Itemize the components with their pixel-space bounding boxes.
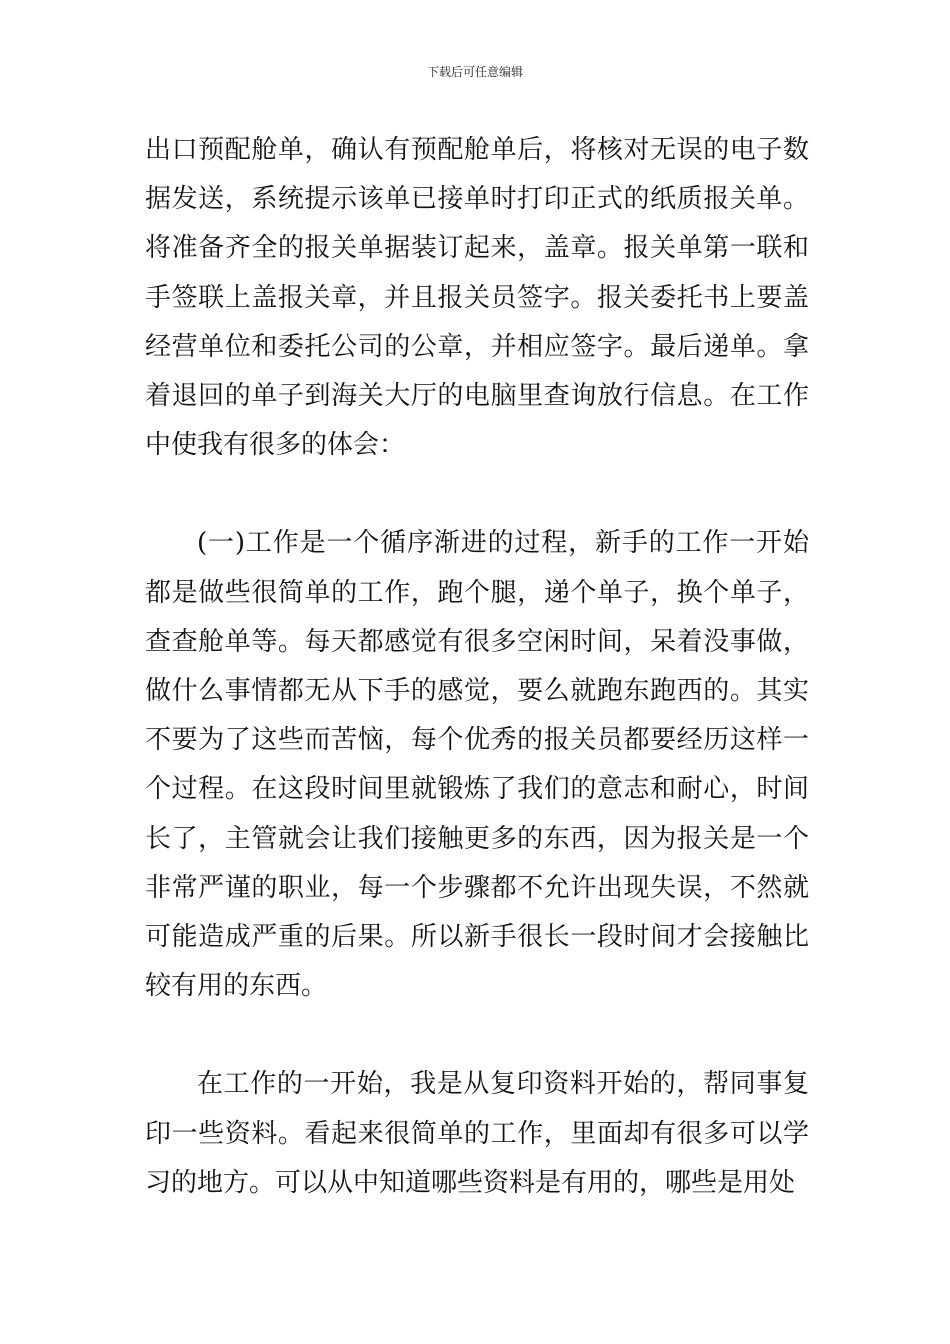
document-body [145,126,809,1208]
page-header: 下载后可任意编辑 [426,65,523,79]
paragraph-continued: 出口预配舱单，确认有预配舱单后，将核对无误的电子数据发送，系统提示该单已接单时打印正式的纸质报关单。将准备齐全的报关单据装订起来，盖章。报关单第一联和手签联上盖报关章，并且报关员签字。报关委托书上要盖经营单位和委托公司的公章，并相应签字。最后递单。拿着退回的单子到海关大厅的电脑里查询放行信息。在工作中使我有很多的体会： [145,135,809,461]
paragraph-section-one: (一)工作是一个循序渐进的过程，新手的工作一开始都是做些很简单的工作，跑个腿，递个单子，换个单子，查查舱单等。每天都感觉有很多空闲时间，呆着没事做，做什么事情都无从下手的感觉，要么就跑东跑西的。其实不要为了这些而苦恼，每个优秀的报关员都要经历这样一个过程。在这段时间里就锻炼了我们的意志和耐心，时间长了，主管就会让我们接触更多的东西，因为报关是一个非常严谨的职业，每一个步骤都不允许出现失误，不然就可能造成严重的后果。所以新手很长一段时间才会接触比较有用的东西。 [145,528,809,1002]
paragraph-copying-work: 在工作的一开始，我是从复印资料开始的，帮同事复印一些资料。看起来很简单的工作，里面却有很多可以学习的地方。可以从中知道哪些资料是有用的，哪些是用处 [145,1069,809,1198]
